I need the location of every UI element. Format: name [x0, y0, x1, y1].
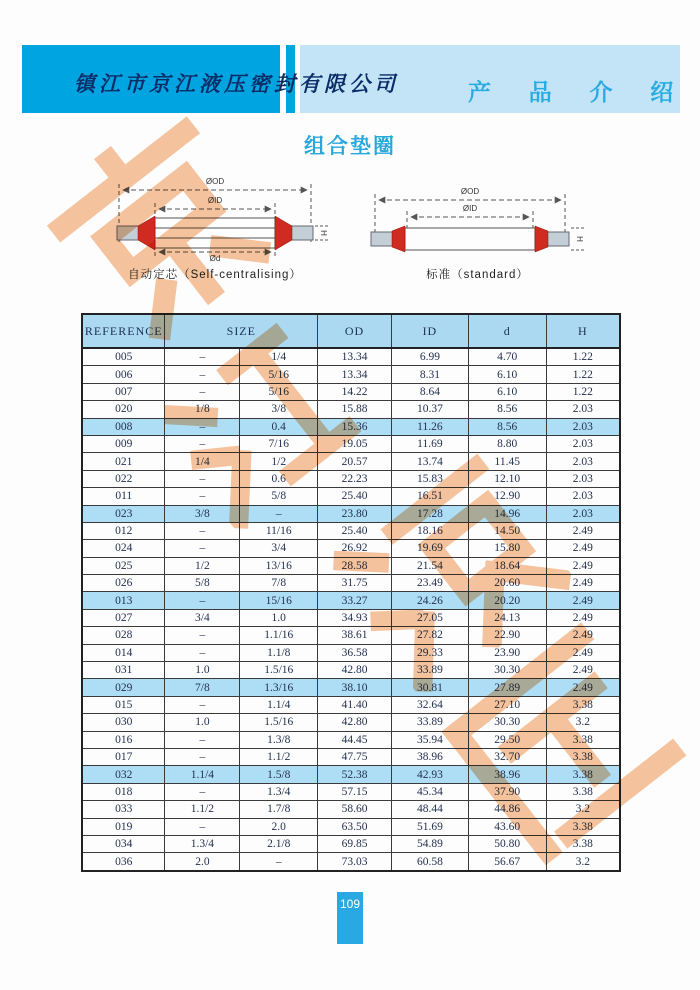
- cell-id: 38.96: [391, 748, 468, 765]
- cell-id: 33.89: [391, 714, 468, 731]
- cell-size1: –: [165, 540, 240, 557]
- table-row: [82, 714, 620, 731]
- cell-h: 1.22: [546, 366, 620, 383]
- cell-size2: 0.4: [240, 418, 318, 435]
- cell-d: 50.80: [468, 835, 546, 852]
- cell-d: 14.96: [468, 505, 546, 522]
- cell-id: 45.34: [391, 783, 468, 800]
- table-row: [82, 662, 620, 679]
- cell-h: 2.03: [546, 470, 620, 487]
- table-row: [82, 679, 620, 696]
- table-row: [82, 418, 620, 435]
- cell-od: 15.36: [318, 418, 392, 435]
- cell-h: 3.38: [546, 696, 620, 713]
- cell-ref: 026: [82, 575, 165, 592]
- cell-h: 3.38: [546, 783, 620, 800]
- cell-od: 23.80: [318, 505, 392, 522]
- cell-id: 10.37: [391, 401, 468, 418]
- cell-ref: 023: [82, 505, 165, 522]
- cell-h: 2.49: [546, 540, 620, 557]
- cell-size2: 1/2: [240, 453, 318, 470]
- cell-od: 38.10: [318, 679, 392, 696]
- cell-id: 27.82: [391, 627, 468, 644]
- dim-id-label: ØID: [207, 196, 223, 205]
- cell-id: 32.64: [391, 696, 468, 713]
- cell-id: 42.93: [391, 766, 468, 783]
- cell-size2: 2.0: [240, 818, 318, 835]
- cell-od: 25.40: [318, 488, 392, 505]
- cell-od: 13.34: [318, 366, 392, 383]
- cell-d: 23.90: [468, 644, 546, 661]
- cell-id: 18.16: [391, 522, 468, 539]
- table-row: [82, 627, 620, 644]
- cell-ref: 008: [82, 418, 165, 435]
- cell-size2: 11/16: [240, 522, 318, 539]
- table-row: [82, 557, 620, 574]
- cell-od: 73.03: [318, 853, 392, 871]
- cell-id: 16.51: [391, 488, 468, 505]
- cell-ref: 021: [82, 453, 165, 470]
- table-row: [82, 488, 620, 505]
- cell-h: 1.22: [546, 383, 620, 400]
- cell-size2: 7/8: [240, 575, 318, 592]
- cell-id: 54.89: [391, 835, 468, 852]
- cell-id: 8.31: [391, 366, 468, 383]
- cell-od: 31.75: [318, 575, 392, 592]
- table-row: [82, 383, 620, 400]
- cell-h: 3.2: [546, 801, 620, 818]
- cell-d: 14.50: [468, 522, 546, 539]
- cell-size1: –: [165, 470, 240, 487]
- cell-size2: 1.5/8: [240, 766, 318, 783]
- bolt-shaft-left: [371, 232, 394, 246]
- cell-od: 19.05: [318, 435, 392, 452]
- cell-size1: 2.0: [165, 853, 240, 871]
- cell-id: 30.81: [391, 679, 468, 696]
- cell-d: 18.64: [468, 557, 546, 574]
- dim-id-label: ØID: [462, 204, 478, 213]
- cell-d: 8.80: [468, 435, 546, 452]
- cell-ref: 012: [82, 522, 165, 539]
- self-centralising-seal-diagram: [95, 176, 335, 262]
- cell-d: 6.10: [468, 366, 546, 383]
- washer-body: [405, 228, 535, 250]
- cell-h: 2.49: [546, 592, 620, 609]
- table-row: [82, 575, 620, 592]
- page-title: 组合垫圈: [304, 135, 396, 158]
- cell-d: 38.96: [468, 766, 546, 783]
- cell-size1: 5/8: [165, 575, 240, 592]
- cell-h: 3.38: [546, 835, 620, 852]
- table-row: [82, 818, 620, 835]
- spec-table-body: [82, 348, 620, 871]
- cell-size1: –: [165, 592, 240, 609]
- cell-ref: 033: [82, 801, 165, 818]
- cell-ref: 030: [82, 714, 165, 731]
- cell-h: 2.49: [546, 627, 620, 644]
- cell-od: 33.27: [318, 592, 392, 609]
- cell-d: 8.56: [468, 401, 546, 418]
- cell-ref: 019: [82, 818, 165, 835]
- cell-ref: 009: [82, 435, 165, 452]
- table-row: [82, 522, 620, 539]
- cell-od: 15.88: [318, 401, 392, 418]
- cell-ref: 013: [82, 592, 165, 609]
- dim-od-label: ØOD: [460, 187, 480, 196]
- cell-size1: –: [165, 783, 240, 800]
- cell-size1: –: [165, 435, 240, 452]
- col-header-reference: REFERENCE: [82, 314, 165, 348]
- cell-ref: 005: [82, 348, 165, 366]
- cell-h: 2.03: [546, 453, 620, 470]
- company-name: 镇江市京江液压密封有限公司: [74, 72, 399, 96]
- cell-ref: 025: [82, 557, 165, 574]
- cell-d: 27.89: [468, 679, 546, 696]
- cell-d: 11.45: [468, 453, 546, 470]
- cell-size2: 15/16: [240, 592, 318, 609]
- cell-d: 24.13: [468, 609, 546, 626]
- dim-h-label: H: [575, 236, 584, 242]
- cell-od: 42.80: [318, 662, 392, 679]
- cell-size1: 1.0: [165, 714, 240, 731]
- cell-size2: 1.1/4: [240, 696, 318, 713]
- table-row: [82, 801, 620, 818]
- cell-size2: 1.1/16: [240, 627, 318, 644]
- dim-h-label: H: [319, 230, 328, 236]
- cell-d: 15.80: [468, 540, 546, 557]
- cell-id: 23.49: [391, 575, 468, 592]
- cell-size2: 1.3/8: [240, 731, 318, 748]
- table-row: [82, 748, 620, 765]
- cell-size2: 2.1/8: [240, 835, 318, 852]
- col-header-od: OD: [318, 314, 392, 348]
- cell-d: 6.10: [468, 383, 546, 400]
- washer-body: [155, 218, 275, 248]
- col-header-h: H: [546, 314, 620, 348]
- cell-ref: 031: [82, 662, 165, 679]
- page-number: 109: [337, 892, 363, 944]
- cell-id: 8.64: [391, 383, 468, 400]
- cell-d: 12.10: [468, 470, 546, 487]
- cell-size2: 3/4: [240, 540, 318, 557]
- cell-d: 30.30: [468, 662, 546, 679]
- cell-size2: 1.5/16: [240, 714, 318, 731]
- cell-id: 60.58: [391, 853, 468, 871]
- cell-h: 2.49: [546, 644, 620, 661]
- cell-od: 38.61: [318, 627, 392, 644]
- cell-h: 3.2: [546, 853, 620, 871]
- cell-size1: –: [165, 348, 240, 366]
- cell-h: 2.49: [546, 609, 620, 626]
- cell-id: 35.94: [391, 731, 468, 748]
- dim-od-label: ØOD: [205, 177, 225, 186]
- table-row: [82, 853, 620, 871]
- cell-id: 27.05: [391, 609, 468, 626]
- cell-size1: 3/4: [165, 609, 240, 626]
- cell-id: 17.28: [391, 505, 468, 522]
- cell-size2: 1.1/2: [240, 748, 318, 765]
- cell-d: 44.86: [468, 801, 546, 818]
- table-row: [82, 644, 620, 661]
- cell-size1: –: [165, 627, 240, 644]
- cell-od: 42.80: [318, 714, 392, 731]
- cell-h: 2.03: [546, 435, 620, 452]
- cell-h: 2.03: [546, 418, 620, 435]
- cell-h: 3.38: [546, 731, 620, 748]
- cell-id: 13.74: [391, 453, 468, 470]
- cell-size1: –: [165, 488, 240, 505]
- cell-size2: 3/8: [240, 401, 318, 418]
- cell-od: 14.22: [318, 383, 392, 400]
- cell-size2: 1/4: [240, 348, 318, 366]
- cell-ref: 015: [82, 696, 165, 713]
- cell-ref: 016: [82, 731, 165, 748]
- cell-size1: –: [165, 644, 240, 661]
- cell-d: 12.90: [468, 488, 546, 505]
- cell-d: 20.60: [468, 575, 546, 592]
- cell-h: 2.49: [546, 679, 620, 696]
- cell-od: 25.40: [318, 522, 392, 539]
- cell-d: 20.20: [468, 592, 546, 609]
- cell-size2: 13/16: [240, 557, 318, 574]
- cell-ref: 036: [82, 853, 165, 871]
- table-row: [82, 783, 620, 800]
- table-row: [82, 435, 620, 452]
- cell-h: 2.49: [546, 662, 620, 679]
- dim-d-label: Ød: [209, 254, 221, 262]
- cell-od: 63.50: [318, 818, 392, 835]
- table-row: [82, 348, 620, 366]
- cell-d: 37.90: [468, 783, 546, 800]
- cell-h: 3.38: [546, 748, 620, 765]
- rubber-seal-right: [535, 226, 548, 252]
- rubber-seal-left: [138, 216, 155, 250]
- cell-id: 11.26: [391, 418, 468, 435]
- cell-size1: –: [165, 366, 240, 383]
- cell-ref: 018: [82, 783, 165, 800]
- cell-d: 4.70: [468, 348, 546, 366]
- cell-size2: 1.3/4: [240, 783, 318, 800]
- cell-id: 21.54: [391, 557, 468, 574]
- cell-h: 2.49: [546, 575, 620, 592]
- cell-size1: –: [165, 383, 240, 400]
- cell-size2: 5/8: [240, 488, 318, 505]
- cell-size1: 1/8: [165, 401, 240, 418]
- table-row: [82, 766, 620, 783]
- cell-size1: –: [165, 418, 240, 435]
- cell-size1: 7/8: [165, 679, 240, 696]
- cell-od: 36.58: [318, 644, 392, 661]
- cell-size2: 0.6: [240, 470, 318, 487]
- cell-size1: –: [165, 731, 240, 748]
- cell-d: 30.30: [468, 714, 546, 731]
- cell-size1: 1/2: [165, 557, 240, 574]
- cell-size2: –: [240, 505, 318, 522]
- cell-size2: 1.3/16: [240, 679, 318, 696]
- cell-size2: 1.5/16: [240, 662, 318, 679]
- cell-od: 69.85: [318, 835, 392, 852]
- col-header-size: SIZE: [165, 314, 318, 348]
- table-row: [82, 731, 620, 748]
- cell-od: 26.92: [318, 540, 392, 557]
- cell-h: 2.03: [546, 505, 620, 522]
- cell-id: 19.69: [391, 540, 468, 557]
- cell-od: 13.34: [318, 348, 392, 366]
- table-row: [82, 696, 620, 713]
- cell-d: 32.70: [468, 748, 546, 765]
- standard-caption: 标准（standard）: [426, 269, 529, 281]
- cell-od: 28.58: [318, 557, 392, 574]
- cell-h: 1.22: [546, 348, 620, 366]
- cell-h: 2.03: [546, 401, 620, 418]
- col-header-d: d: [468, 314, 546, 348]
- cell-size1: –: [165, 522, 240, 539]
- cell-size1: –: [165, 818, 240, 835]
- cell-d: 56.67: [468, 853, 546, 871]
- cell-h: 2.03: [546, 488, 620, 505]
- cell-od: 34.93: [318, 609, 392, 626]
- cell-ref: 028: [82, 627, 165, 644]
- cell-size2: 1.7/8: [240, 801, 318, 818]
- cell-h: 2.49: [546, 557, 620, 574]
- cell-od: 22.23: [318, 470, 392, 487]
- cell-h: 3.38: [546, 818, 620, 835]
- cell-id: 48.44: [391, 801, 468, 818]
- cell-id: 15.83: [391, 470, 468, 487]
- cell-ref: 024: [82, 540, 165, 557]
- table-row: [82, 505, 620, 522]
- cell-ref: 029: [82, 679, 165, 696]
- table-row: [82, 609, 620, 626]
- cell-ref: 014: [82, 644, 165, 661]
- cell-size2: 5/16: [240, 366, 318, 383]
- table-row: [82, 470, 620, 487]
- rubber-seal-left: [392, 226, 405, 252]
- cell-h: 3.38: [546, 766, 620, 783]
- cell-d: 8.56: [468, 418, 546, 435]
- cell-id: 29.33: [391, 644, 468, 661]
- rubber-seal-right: [275, 216, 292, 250]
- cell-ref: 034: [82, 835, 165, 852]
- cell-ref: 022: [82, 470, 165, 487]
- cell-od: 52.38: [318, 766, 392, 783]
- cell-od: 58.60: [318, 801, 392, 818]
- cell-id: 6.99: [391, 348, 468, 366]
- cell-d: 43.60: [468, 818, 546, 835]
- col-header-id: ID: [391, 314, 468, 348]
- standard-seal-diagram: [365, 186, 590, 262]
- cell-size1: –: [165, 748, 240, 765]
- cell-ref: 006: [82, 366, 165, 383]
- table-row: [82, 592, 620, 609]
- cell-h: 2.49: [546, 522, 620, 539]
- table-row: [82, 366, 620, 383]
- cell-size2: 7/16: [240, 435, 318, 452]
- cell-ref: 020: [82, 401, 165, 418]
- cell-ref: 017: [82, 748, 165, 765]
- table-row: [82, 835, 620, 852]
- cell-size1: 1.1/4: [165, 766, 240, 783]
- cell-od: 20.57: [318, 453, 392, 470]
- cell-id: 24.26: [391, 592, 468, 609]
- cell-size1: 1/4: [165, 453, 240, 470]
- cell-od: 41.40: [318, 696, 392, 713]
- cell-id: 33.89: [391, 662, 468, 679]
- table-row: [82, 453, 620, 470]
- table-row: [82, 401, 620, 418]
- cell-ref: 027: [82, 609, 165, 626]
- cell-size2: 1.1/8: [240, 644, 318, 661]
- cell-h: 3.2: [546, 714, 620, 731]
- bolt-shaft-right: [546, 232, 569, 246]
- cell-ref: 032: [82, 766, 165, 783]
- self-centralising-caption: 自动定芯（Self-centralising）: [128, 269, 302, 281]
- cell-od: 44.45: [318, 731, 392, 748]
- cell-id: 11.69: [391, 435, 468, 452]
- section-title: 产 品 介 绍: [468, 80, 690, 105]
- spec-table: [81, 313, 621, 872]
- cell-size1: –: [165, 696, 240, 713]
- cell-d: 27.10: [468, 696, 546, 713]
- cell-ref: 007: [82, 383, 165, 400]
- cell-size2: 5/16: [240, 383, 318, 400]
- table-row: [82, 540, 620, 557]
- cell-size1: 1.0: [165, 662, 240, 679]
- cell-d: 29.50: [468, 731, 546, 748]
- cell-size1: 3/8: [165, 505, 240, 522]
- cell-size2: –: [240, 853, 318, 871]
- cell-id: 51.69: [391, 818, 468, 835]
- cell-ref: 011: [82, 488, 165, 505]
- table-header-row: [82, 314, 620, 348]
- cell-d: 22.90: [468, 627, 546, 644]
- cell-size1: 1.1/2: [165, 801, 240, 818]
- cell-size2: 1.0: [240, 609, 318, 626]
- cell-size1: 1.3/4: [165, 835, 240, 852]
- cell-od: 57.15: [318, 783, 392, 800]
- cell-od: 47.75: [318, 748, 392, 765]
